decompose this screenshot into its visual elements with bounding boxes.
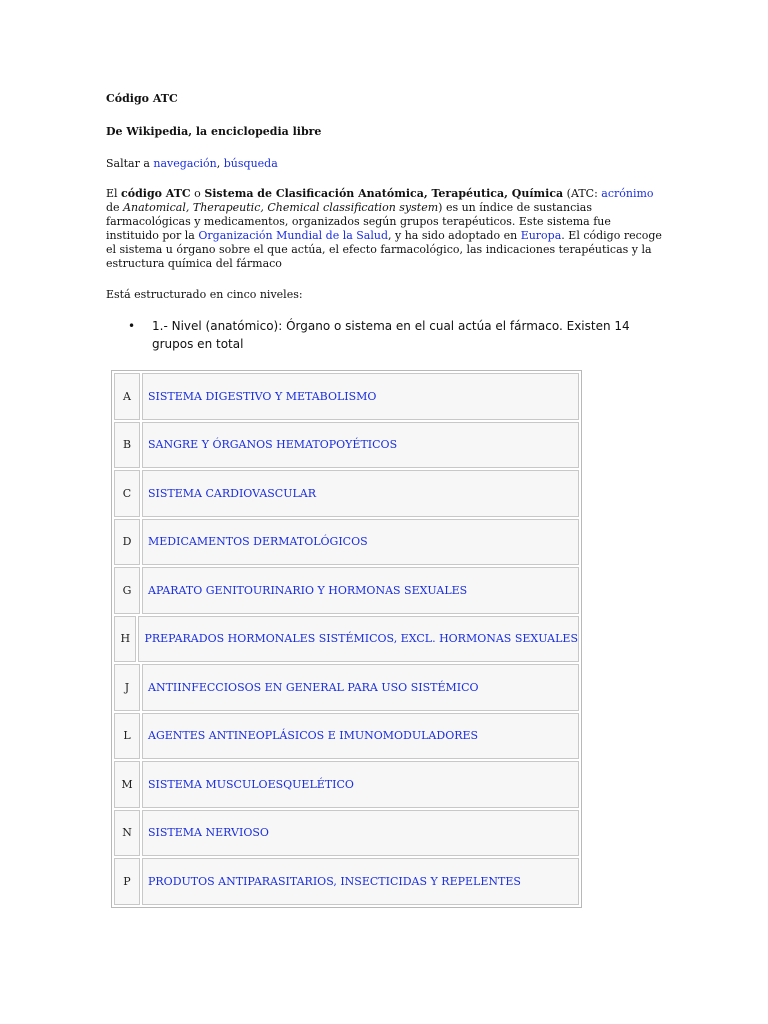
skip-separator: , — [216, 157, 224, 170]
page-subtitle: De Wikipedia, la enciclopedia libre — [106, 125, 322, 138]
group-code: C — [114, 470, 140, 517]
table-row — [114, 373, 579, 420]
navigation-link[interactable]: navegación — [153, 157, 217, 170]
table-row — [114, 567, 579, 614]
group-name-cell — [142, 567, 579, 614]
group-name-cell — [142, 858, 579, 905]
table-row — [114, 422, 579, 469]
group-name-cell — [138, 616, 579, 663]
table-row — [114, 761, 579, 808]
group-name-link[interactable]: SISTEMA NERVIOSO — [148, 826, 269, 840]
list-item-text: 1.- Nivel (anatómico): Órgano o sistema en el cual actúa el fármaco. Existen 14 grupos en total — [152, 319, 630, 351]
group-code: M — [114, 761, 140, 808]
list-item — [106, 317, 672, 353]
intro-bold-term: código ATC — [121, 187, 191, 200]
intro-bold-term: Sistema de Clasificación Anatómica, Terapéutica, Química — [204, 187, 564, 200]
group-code: D — [114, 519, 140, 566]
table-row — [114, 810, 579, 857]
group-name-link[interactable]: SISTEMA DIGESTIVO Y METABOLISMO — [148, 389, 377, 403]
search-link[interactable]: búsqueda — [223, 157, 278, 170]
group-code: H — [114, 616, 136, 663]
group-code: B — [114, 422, 140, 469]
group-name-cell — [142, 664, 579, 711]
europa-link[interactable]: Europa — [520, 229, 562, 242]
group-name-link[interactable]: PRODUTOS ANTIPARASITARIOS, INSECTICIDAS Y REPELENTES — [148, 874, 521, 888]
group-code: A — [114, 373, 140, 420]
table-row — [114, 470, 579, 517]
intro-text: ) es un índice de sustancias farmacológicas y medicamentos, organizados según grupos terapéuticos. Este sistema fue instituido por la — [106, 201, 611, 242]
table-row — [114, 713, 579, 760]
group-code: J — [114, 664, 140, 711]
oms-link[interactable]: Organización Mundial de la Salud — [198, 229, 389, 242]
page-title: Código ATC — [106, 92, 178, 105]
group-code: P — [114, 858, 140, 905]
levels-list — [106, 317, 666, 353]
table-row — [114, 519, 579, 566]
table-row — [114, 616, 579, 663]
document-page — [106, 91, 666, 353]
group-name-cell — [142, 761, 579, 808]
group-name-cell — [142, 713, 579, 760]
intro-text: (ATC: — [563, 187, 602, 200]
intro-text: . El código recoge el sistema u órgano sobre el que actúa, el efecto farmacológico, las indicaciones terapéuticas y la estructura química del fármaco — [106, 229, 662, 270]
group-name-link[interactable]: PREPARADOS HORMONALES SISTÉMICOS, EXCL. HORMONAS SEXUALES — [144, 632, 578, 646]
structure-sentence: Está estructurado en cinco niveles: — [106, 288, 303, 301]
group-name-cell — [142, 373, 579, 420]
acronimo-link[interactable]: acrónimo — [601, 187, 654, 200]
intro-text: El — [106, 187, 122, 200]
atc-groups-table — [111, 370, 582, 908]
table-row — [114, 664, 579, 711]
group-name-cell — [142, 519, 579, 566]
table-row — [114, 858, 579, 905]
group-name-cell — [142, 422, 579, 469]
group-code: N — [114, 810, 140, 857]
intro-text: o — [190, 187, 205, 200]
group-name-link[interactable]: MEDICAMENTOS DERMATOLÓGICOS — [148, 535, 368, 549]
group-name-link[interactable]: SANGRE Y ÓRGANOS HEMATOPOYÉTICOS — [148, 438, 398, 452]
group-name-link[interactable]: AGENTES ANTINEOPLÁSICOS E IMUNOMODULADORES — [148, 729, 479, 743]
group-name-link[interactable]: ANTIINFECCIOSOS EN GENERAL PARA USO SISTÉMICO — [148, 680, 479, 694]
group-code: L — [114, 713, 140, 760]
bullet-icon: • — [128, 319, 136, 333]
skip-prefix: Saltar a — [106, 157, 154, 170]
group-name-cell — [142, 810, 579, 857]
group-name-link[interactable]: SISTEMA CARDIOVASCULAR — [148, 486, 317, 500]
intro-text: , y ha sido adoptado en — [388, 229, 521, 242]
group-code: G — [114, 567, 140, 614]
group-name-cell — [142, 470, 579, 517]
skip-links — [106, 156, 666, 171]
intro-paragraph — [106, 187, 666, 271]
group-name-link[interactable]: SISTEMA MUSCULOESQUELÉTICO — [148, 777, 354, 791]
intro-text: de — [106, 201, 124, 214]
intro-italic-term: Anatomical, Therapeutic, Chemical classification system — [123, 201, 439, 214]
group-name-link[interactable]: APARATO GENITOURINARIO Y HORMONAS SEXUALES — [148, 583, 468, 597]
